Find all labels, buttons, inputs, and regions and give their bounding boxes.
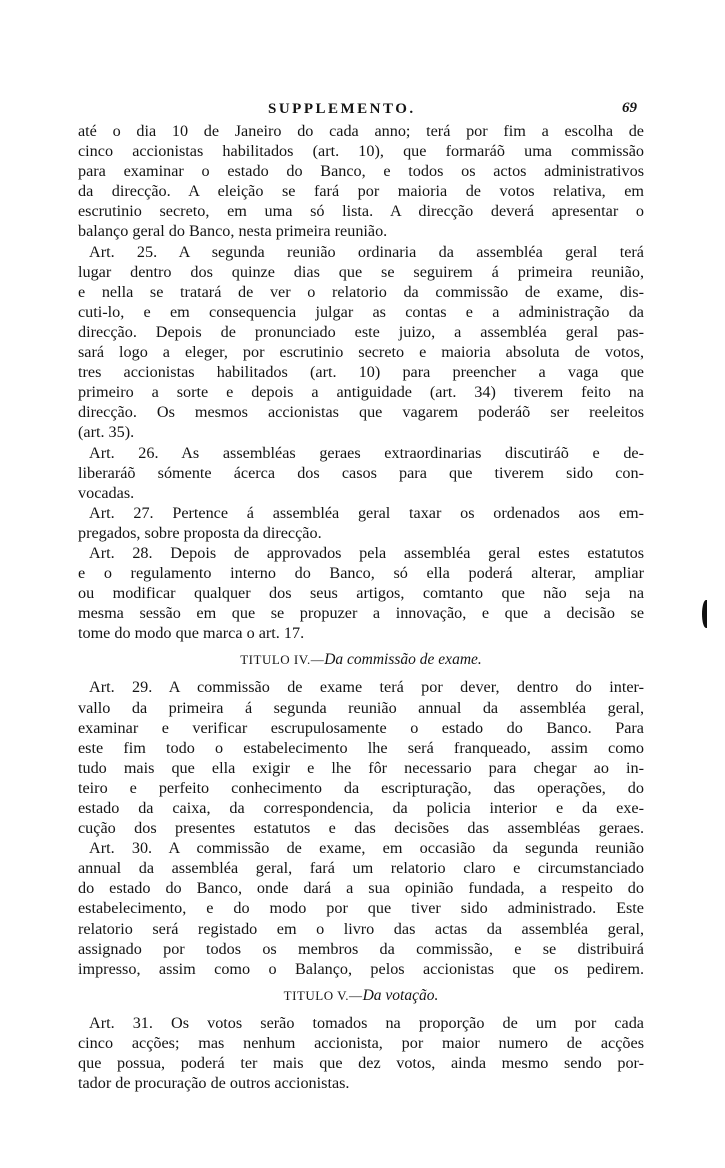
text-line: balanço geral do Banco, nesta primeira reunião. [78,222,388,241]
section-heading-titulo-4 [78,643,644,677]
text-line: Art. 25. A segunda reunião ordinaria da assembléa geral terá [89,242,644,261]
text-line: para examinar o estado do Banco, e todos os actos administrativos [78,162,644,181]
article-26 [78,443,644,503]
text-line: teiro e perfeito conhecimento da escripturação, das operações, do [78,778,644,797]
page-number: 69 [622,100,637,116]
text-line: sará logo a eleger, por escrutinio secreto e maioria absoluta de votos, [78,343,644,362]
text-line: Art. 29. A commissão de exame terá por dever, dentro do inter- [89,678,644,697]
text-line: direcção. Os mesmos accionistas que vagarem poderáõ ser reeleitos [78,403,644,422]
text-line: do estado do Banco, onde dará a sua opinião fundada, a respeito do [78,879,644,898]
text-line: mesma sessão em que se propuzer a innovação, e que a decisão se [78,604,644,623]
section-label: TITULO V.— [283,987,363,1003]
text-line: (art. 35). [78,423,135,442]
text-line: relatorio será registado em o livro das actas da assembléa geral, [78,919,644,938]
text-line: lugar dentro dos quinze dias que se seguirem á primeira reunião, [78,262,644,281]
text-line: cinco accionistas habilitados (art. 10), que formaráõ uma commissão [78,142,644,161]
text-line: da direcção. A eleição se fará por maioria de votos relativa, em [78,182,644,201]
running-head [0,101,725,123]
text-line: impresso, assim como o Balanço, pelos accionistas que os pedirem. [78,959,644,978]
text-line: que possua, poderá ter mais que dez votos, ainda mesmo sendo por- [78,1054,644,1073]
text-line: e nella se tratará de ver o relatorio da commissão de exame, dis- [78,282,644,301]
text-line: pregados, sobre proposta da direcção. [78,523,322,542]
text-line: vallo da primeira á segunda reunião annual da assembléa geral, [78,698,644,717]
page-edge-mark [702,600,710,628]
text-line: examinar e verificar escrupulosamente o estado do Banco. Para [78,718,644,737]
text-line: tudo mais que ella exigir e lhe fôr necessario para chegar ao in- [78,758,644,777]
text-line: Art. 28. Depois de approvados pela assembléa geral estes estatutos [89,543,644,562]
text-line: cuti-lo, e em consequencia julgar as contas e a administração da [78,302,644,321]
text-line: Art. 31. Os votos serão tomados na proporção de um por cada [89,1013,644,1032]
text-line: este fim todo o estabelecimento lhe será franqueado, assim como [78,738,644,757]
text-line: cinco acções; mas nenhum accionista, por maior numero de acções [78,1033,644,1052]
text-line: Art. 30. A commissão de exame, em occasião da segunda reunião [89,839,644,858]
paragraph-continuation [78,121,644,242]
running-title: SUPPLEMENTO. [268,101,416,117]
text-line: tador de procuração de outros accionistas. [78,1074,350,1093]
article-27 [78,503,644,543]
article-25 [78,242,644,443]
article-30 [78,838,644,979]
text-line: Art. 26. As assembléas geraes extraordinarias discutiráõ e de- [89,443,644,462]
text-line: primeiro a sorte e depois a antiguidade (art. 34) tiverem feito na [78,383,644,402]
text-line: tome do modo que marca o art. 17. [78,624,305,643]
text-line: vocadas. [78,483,135,502]
article-29 [78,677,644,838]
text-line: e o regulamento interno do Banco, só ella poderá alterar, ampliar [78,564,644,583]
section-title: Da commissão de exame. [324,651,482,669]
text-line: annual da assembléa geral, fará um relatorio claro e circumstanciado [78,859,644,878]
section-heading-titulo-5 [78,979,644,1013]
text-line: estado da caixa, da correspondencia, da policia interior e da exe- [78,799,644,817]
article-28 [78,543,644,643]
text-line: estabelecimento, e do modo por que tiver sido administrado. Este [78,899,644,918]
text-line: cução dos presentes estatutos e das decisões das assembléas geraes. [78,819,644,838]
text-line: ou modificar qualquer dos seus artigos, comtanto que não seja na [78,584,644,603]
page-body [78,121,644,1093]
text-line: até o dia 10 de Janeiro do cada anno; terá por fim a escolha de [78,122,644,140]
article-31 [78,1013,644,1093]
text-line: tres accionistas habilitados (art. 10) para preencher a vaga que [78,363,644,382]
text-line: direcção. Depois de pronunciado este juizo, a assembléa geral pas- [78,322,644,341]
text-line: liberaráõ sómente ácerca dos casos para que tiverem sido con- [78,463,644,482]
text-line: Art. 27. Pertence á assembléa geral taxar os ordenados aos em- [89,503,644,522]
text-line: assignado por todos os membros da commissão, e se distribuirá [78,939,644,958]
section-label: TITULO IV.— [240,652,325,668]
section-title: Da votação. [362,986,439,1004]
text-line: escrutinio secreto, em uma só lista. A direcção deverá apresentar o [78,202,644,221]
